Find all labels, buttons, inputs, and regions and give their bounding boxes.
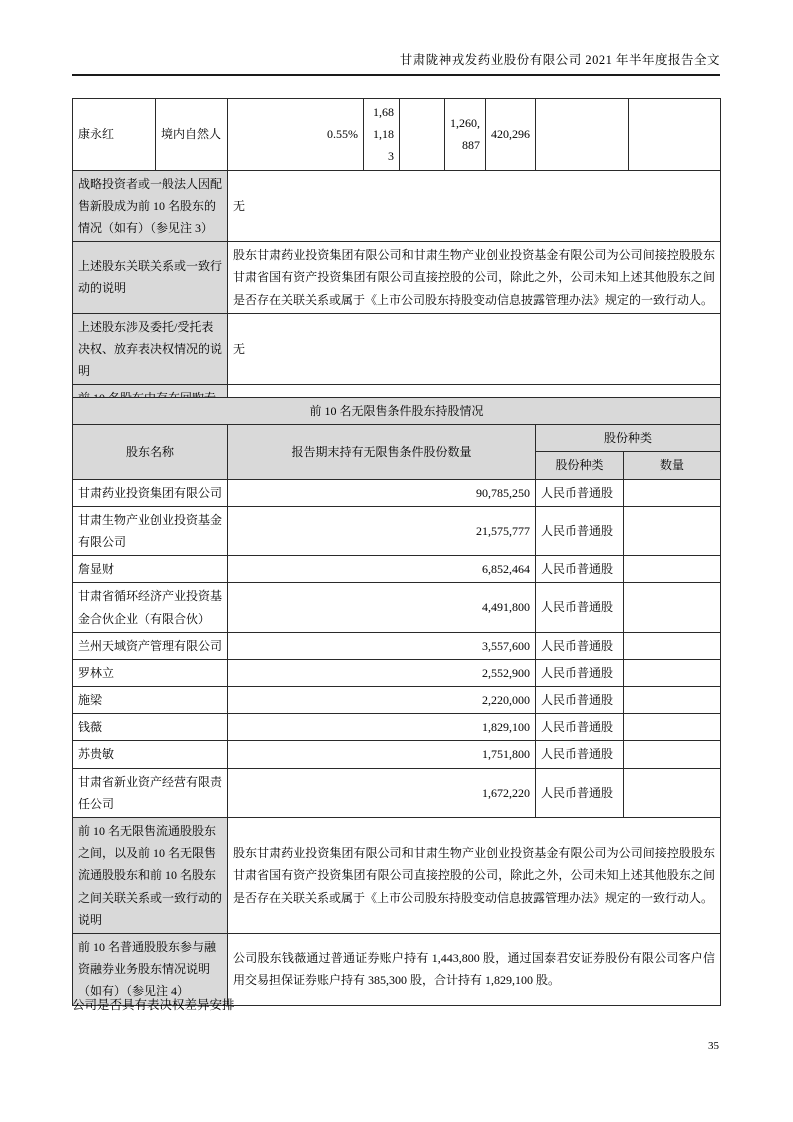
cell-quantity: 1,829,100 <box>228 714 536 741</box>
cell-quantity: 3,557,600 <box>228 632 536 659</box>
cell-quantity: 1,672,220 <box>228 768 536 817</box>
cell-change <box>400 99 445 171</box>
cell-name: 钱薇 <box>73 714 228 741</box>
unrestricted-shareholders-table <box>72 397 721 1006</box>
table-row <box>73 659 721 686</box>
cell-share-class: 人民币普通股 <box>536 687 624 714</box>
cell-share-class: 人民币普通股 <box>536 556 624 583</box>
note-content: 股东甘肃药业投资集团有限公司和甘肃生物产业创业投资基金有限公司为公司间接控股股东甘肃省国有资产投资集团有限公司直接控股的公司，除此之外，公司未知上述其他股东之间是否存在关联关系或属于《上市公司股东持股变动信息披露管理办法》规定的一致行动人。 <box>228 242 721 314</box>
table-row <box>73 583 721 632</box>
cell-restricted-shares: 1,260,887 <box>445 99 486 171</box>
cell-share-class: 人民币普通股 <box>536 659 624 686</box>
table-row <box>73 741 721 768</box>
table-row <box>73 313 721 385</box>
cell-amount <box>624 506 721 555</box>
cell-share-class: 人民币普通股 <box>536 768 624 817</box>
col-header-amount: 数量 <box>624 452 721 479</box>
table-row <box>73 99 721 171</box>
note-content: 无 <box>228 170 721 242</box>
table-row <box>73 556 721 583</box>
col-header-quantity: 报告期末持有无限售条件股份数量 <box>228 425 536 479</box>
cell-quantity: 1,751,800 <box>228 741 536 768</box>
cell-share-class: 人民币普通股 <box>536 632 624 659</box>
cell-quantity: 4,491,800 <box>228 583 536 632</box>
note-label: 前 10 名无限售流通股股东之间，以及前 10 名无限售流通股股东和前 10 名股东之间关联关系或一致行动的说明 <box>73 818 228 934</box>
table-row <box>73 687 721 714</box>
cell-amount <box>624 479 721 506</box>
table-row <box>73 479 721 506</box>
note-label: 上述股东关联关系或一致行动的说明 <box>73 242 228 314</box>
cell-name: 甘肃省新业资产经营有限责任公司 <box>73 768 228 817</box>
cell-quantity: 2,220,000 <box>228 687 536 714</box>
cell-share-class: 人民币普通股 <box>536 714 624 741</box>
cell-amount <box>624 632 721 659</box>
col-header-share-class-group: 股份种类 <box>536 425 721 452</box>
cell-quantity: 2,552,900 <box>228 659 536 686</box>
cell-name: 甘肃生物产业创业投资基金有限公司 <box>73 506 228 555</box>
cell-name: 施梁 <box>73 687 228 714</box>
cell-amount <box>624 659 721 686</box>
cell-pledge-status <box>536 99 629 171</box>
table-row <box>73 170 721 242</box>
top-shareholders-table <box>72 98 721 435</box>
cell-share-class: 人民币普通股 <box>536 479 624 506</box>
note-content: 公司股东钱薇通过普通证券账户持有 1,443,800 股，通过国泰君安证券股份有限公司客户信用交易担保证券账户持有 385,300 股，合计持有 1,829,100 股。 <box>228 933 721 1005</box>
table-row <box>73 768 721 817</box>
cell-amount <box>624 687 721 714</box>
cell-unrestricted-shares: 420,296 <box>486 99 536 171</box>
note-label: 前 10 名普通股股东参与融资融券业务股东情况说明（如有）（参见注 4） <box>73 933 228 1005</box>
cell-share-class: 人民币普通股 <box>536 583 624 632</box>
cell-holding-ratio: 0.55% <box>228 99 364 171</box>
table-row <box>73 632 721 659</box>
page-header-title: 甘肃陇神戎发药业股份有限公司 2021 年半年度报告全文 <box>72 50 720 76</box>
table-row <box>73 818 721 934</box>
table-row <box>73 242 721 314</box>
cell-shares-total: 1,681,183 <box>364 99 400 171</box>
cell-amount <box>624 556 721 583</box>
cell-quantity: 21,575,777 <box>228 506 536 555</box>
col-header-share-class: 股份种类 <box>536 452 624 479</box>
cell-shareholder-name: 康永红 <box>73 99 156 171</box>
cell-name: 苏贵敏 <box>73 741 228 768</box>
note-label: 战略投资者或一般法人因配售新股成为前 10 名股东的情况（如有）（参见注 3） <box>73 170 228 242</box>
cell-pledge-qty <box>629 99 721 171</box>
voting-rights-difference-text: 公司是否具有表决权差异安排 <box>72 998 235 1012</box>
section-header-row <box>73 398 721 425</box>
cell-amount <box>624 714 721 741</box>
cell-quantity: 90,785,250 <box>228 479 536 506</box>
header-row <box>73 425 721 452</box>
col-header-shareholder-name: 股东名称 <box>73 425 228 479</box>
cell-name: 罗林立 <box>73 659 228 686</box>
cell-amount <box>624 768 721 817</box>
cell-amount <box>624 741 721 768</box>
cell-shareholder-nature: 境内自然人 <box>156 99 228 171</box>
section-title: 前 10 名无限售条件股东持股情况 <box>73 398 721 425</box>
table-row <box>73 506 721 555</box>
page-number: 35 <box>708 1040 719 1052</box>
table-row <box>73 714 721 741</box>
cell-amount <box>624 583 721 632</box>
note-content: 股东甘肃药业投资集团有限公司和甘肃生物产业创业投资基金有限公司为公司间接控股股东甘肃省国有资产投资集团有限公司直接控股的公司，除此之外，公司未知上述其他股东之间是否存在关联关系或属于《上市公司股东持股变动信息披露管理办法》规定的一致行动人。 <box>228 818 721 934</box>
cell-name: 詹显财 <box>73 556 228 583</box>
note-label: 上述股东涉及委托/受托表决权、放弃表决权情况的说明 <box>73 313 228 385</box>
cell-share-class: 人民币普通股 <box>536 741 624 768</box>
cell-name: 兰州天域资产管理有限公司 <box>73 632 228 659</box>
note-content: 无 <box>228 313 721 385</box>
cell-share-class: 人民币普通股 <box>536 506 624 555</box>
cell-name: 甘肃省循环经济产业投资基金合伙企业（有限合伙） <box>73 583 228 632</box>
cell-quantity: 6,852,464 <box>228 556 536 583</box>
cell-name: 甘肃药业投资集团有限公司 <box>73 479 228 506</box>
